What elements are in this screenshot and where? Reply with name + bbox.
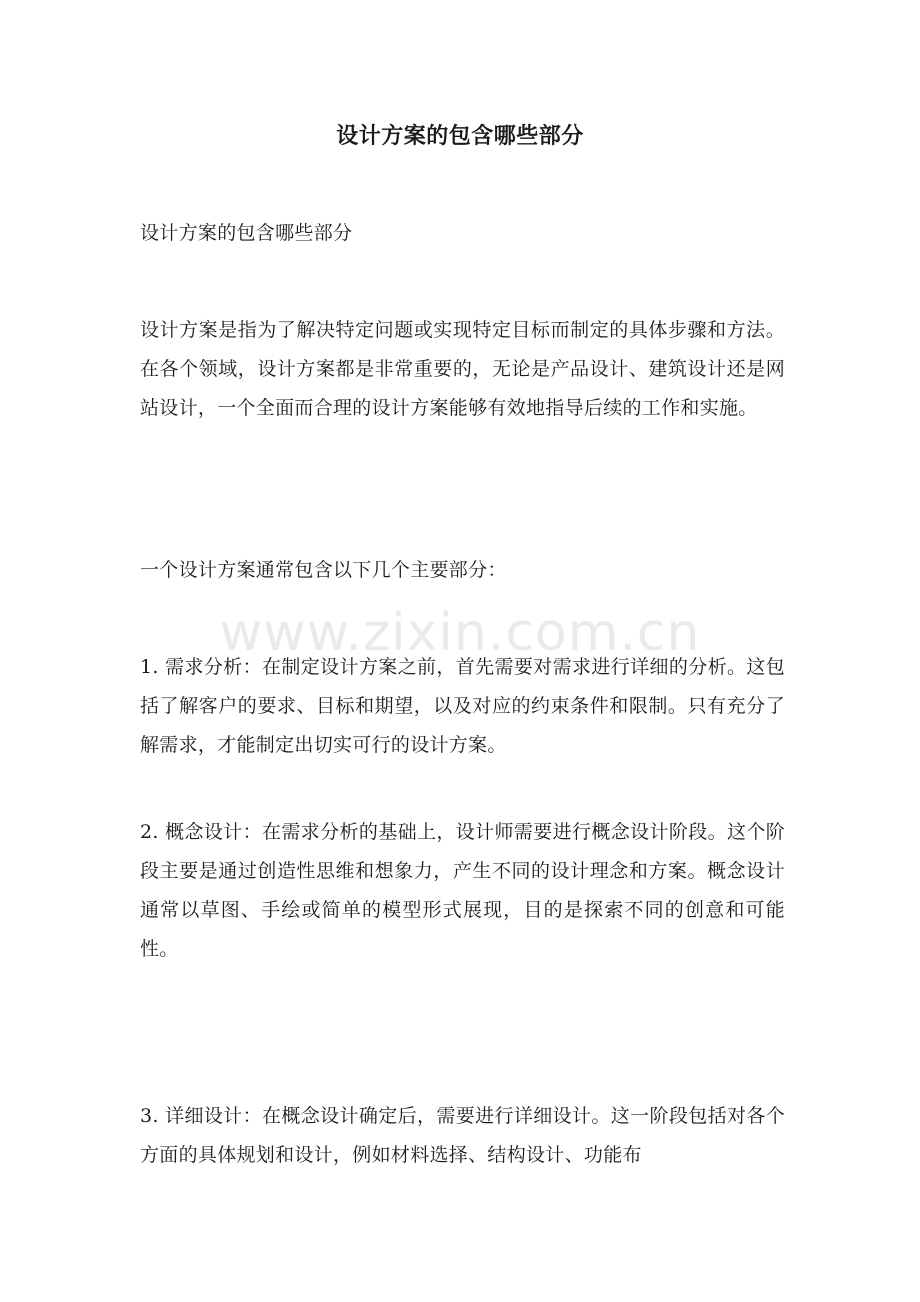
intro-paragraph: 设计方案是指为了解决特定问题或实现特定目标而制定的具体步骤和方法。在各个领域，设计方案都是非常重要的，无论是产品设计、建筑设计还是网站设计，一个全面而合理的设计方案能够有效地指导后续的工作和实施。 (140, 319, 785, 419)
list-item-concept-design: 2. 概念设计：在需求分析的基础上，设计师需要进行概念设计阶段。这个阶段主要是通过创造性思维和想象力，产生不同的设计理念和方案。概念设计通常以草图、手绘或简单的模型形式展现，目的是探索不同的创意和可能性。 (140, 821, 785, 960)
list-item-detailed-design: 3. 详细设计：在概念设计确定后，需要进行详细设计。这一阶段包括对各个方面的具体规划和设计，例如材料选择、结构设计、功能布 (140, 1105, 785, 1166)
document-title: 设计方案的包含哪些部分 (336, 123, 584, 149)
watermark-text: www.zixin.com.cn (219, 603, 701, 663)
document-subtitle: 设计方案的包含哪些部分 (140, 222, 353, 244)
lead-paragraph: 一个设计方案通常包含以下几个主要部分： (140, 559, 507, 581)
list-item-requirements: 1. 需求分析：在制定设计方案之前，首先需要对需求进行详细的分析。这包括了解客户的要求、目标和期望，以及对应的约束条件和限制。只有充分了解需求，才能制定出切实可行的设计方案。 (140, 656, 785, 756)
